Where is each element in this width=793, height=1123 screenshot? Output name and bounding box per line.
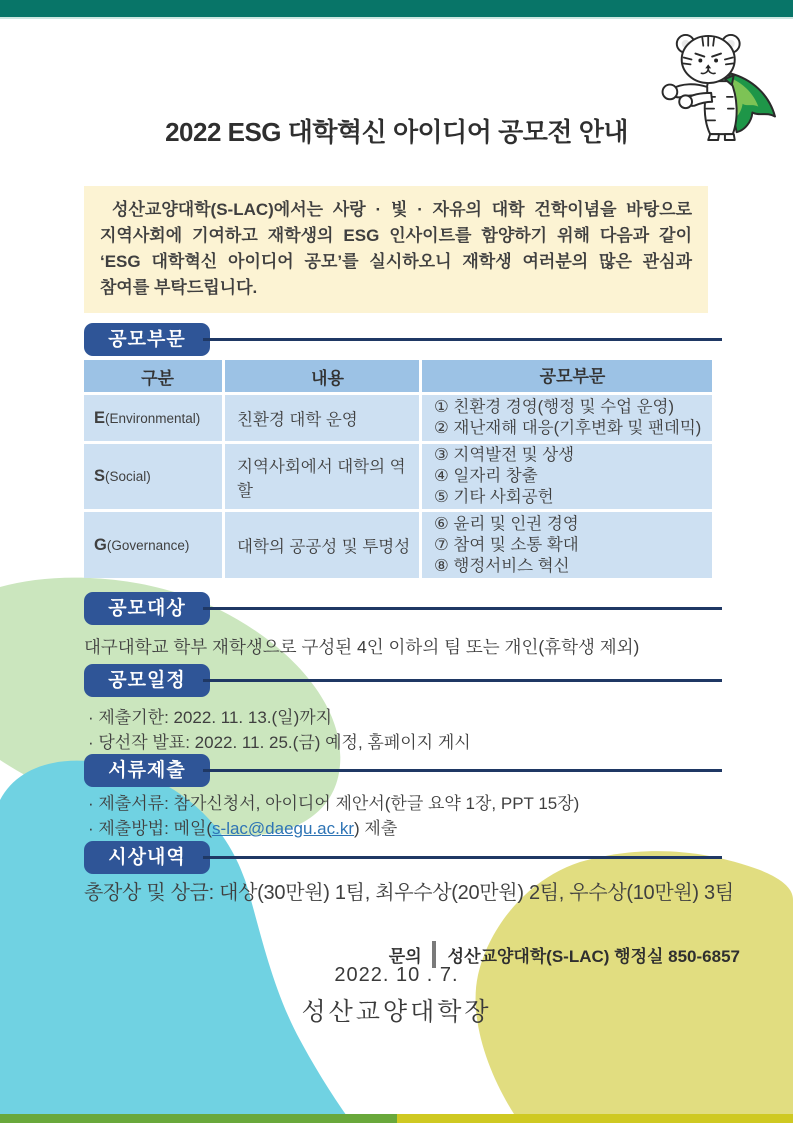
section-label: 공모일정	[108, 670, 186, 691]
item-line: ④ 일자리 창출	[434, 467, 538, 485]
section-badge-schedule	[84, 664, 210, 697]
intro-text: 성산교양대학(S-LAC)에서는 사랑 · 빛 · 자유의 대학 건학이념을 바탕으로 지역사회에 기여하고 재학생의 ESG 인사이트를 함양하기 위해 다음과 같이 ‘ESG 대학혁신 아이디어 공모’를 실시하오니 재학생 여러분의 많은 관심과 참여를 부탁드립니다.	[100, 200, 692, 297]
contact-label: 문의	[388, 947, 422, 966]
section-rule	[203, 679, 722, 682]
schedule-item: · 당선작 발표: 2022. 11. 25.(금) 예정, 홈페이지 게시	[88, 733, 471, 752]
section-badge-eligibility	[84, 592, 210, 625]
section-badge-awards	[84, 841, 210, 874]
section-label: 시상내역	[108, 847, 186, 868]
cell-items	[422, 512, 712, 578]
section-badge-fields	[84, 323, 210, 356]
grade-sub: (Governance)	[106, 537, 190, 553]
grade-letter: G	[94, 535, 107, 554]
section-label: 공모부문	[108, 329, 186, 350]
schedule-item: · 제출기한: 2022. 11. 13.(일)까지	[88, 708, 333, 727]
section-rule	[203, 607, 722, 610]
grade-sub: (Social)	[105, 469, 151, 484]
cell-content: 대학의 공공성 및 투명성	[225, 512, 419, 578]
bottom-bar-green	[0, 1114, 397, 1123]
schedule-list	[88, 705, 728, 755]
section-rule	[203, 769, 722, 772]
footer-date: 2022. 10 . 7.	[334, 964, 459, 986]
table-row	[84, 444, 712, 509]
page-title: 2022 ESG 대학혁신 아이디어 공모전 안내	[165, 117, 628, 147]
cell-items	[422, 395, 712, 441]
cell-category	[84, 444, 222, 509]
section-label: 공모대상	[108, 598, 186, 619]
table-row	[84, 512, 712, 578]
item-line: ⑧ 행정서비스 혁신	[434, 556, 570, 575]
documents-item-prefix: · 제출방법: 메일(	[88, 819, 213, 838]
cell-category	[84, 395, 222, 441]
cell-content: 친환경 대학 운영	[225, 395, 419, 441]
table-row	[84, 395, 712, 441]
item-line: ③ 지역발전 및 상생	[434, 446, 575, 464]
section-rule	[203, 338, 722, 341]
grade-letter: E	[94, 408, 106, 427]
documents-list	[88, 791, 728, 841]
section-label: 서류제출	[108, 760, 186, 781]
cell-items	[422, 444, 712, 509]
item-line: ⑥ 윤리 및 인권 경영	[434, 514, 579, 533]
item-line: ⑤ 기타 사회공헌	[434, 488, 554, 506]
table-header-row	[84, 360, 712, 392]
item-line: ⑦ 참여 및 소통 확대	[434, 535, 579, 554]
contest-fields-table	[81, 357, 715, 581]
grade-letter: S	[94, 467, 106, 485]
bottom-bar-yellow	[397, 1114, 793, 1123]
documents-item-suffix: ) 제출	[354, 819, 398, 838]
section-rule	[203, 856, 722, 859]
cell-category	[84, 512, 222, 578]
awards-text: 총장상 및 상금: 대상(30만원) 1팀, 최우수상(20만원) 2팀, 우수상(10만원) 3팀	[84, 882, 734, 904]
item-line: ② 재난재해 대응(기후변화 및 팬데믹)	[434, 419, 702, 437]
col-header-category: 구분	[84, 360, 222, 392]
grade-sub: (Environmental)	[105, 410, 201, 426]
documents-item: · 제출서류: 참가신청서, 아이디어 제안서(한글 요약 1장, PPT 15장)	[88, 794, 580, 813]
col-header-content: 내용	[225, 360, 419, 392]
item-line: ① 친환경 경영(행정 및 수업 운영)	[434, 398, 674, 416]
documents-item	[88, 816, 728, 841]
section-badge-documents	[84, 754, 210, 787]
contact-info: 성산교양대학(S-LAC) 행정실 850-6857	[447, 947, 740, 966]
email-link[interactable]: s-lac@daegu.ac.kr	[212, 819, 355, 838]
top-bar	[0, 0, 793, 19]
cell-content: 지역사회에서 대학의 역할	[225, 444, 419, 509]
intro-box	[84, 186, 708, 313]
eligibility-text: 대구대학교 학부 재학생으로 구성된 4인 이하의 팀 또는 개인(휴학생 제외)	[84, 637, 640, 657]
footer-signature: 성산교양대학장	[301, 998, 492, 1026]
col-header-field: 공모부문	[422, 360, 712, 392]
